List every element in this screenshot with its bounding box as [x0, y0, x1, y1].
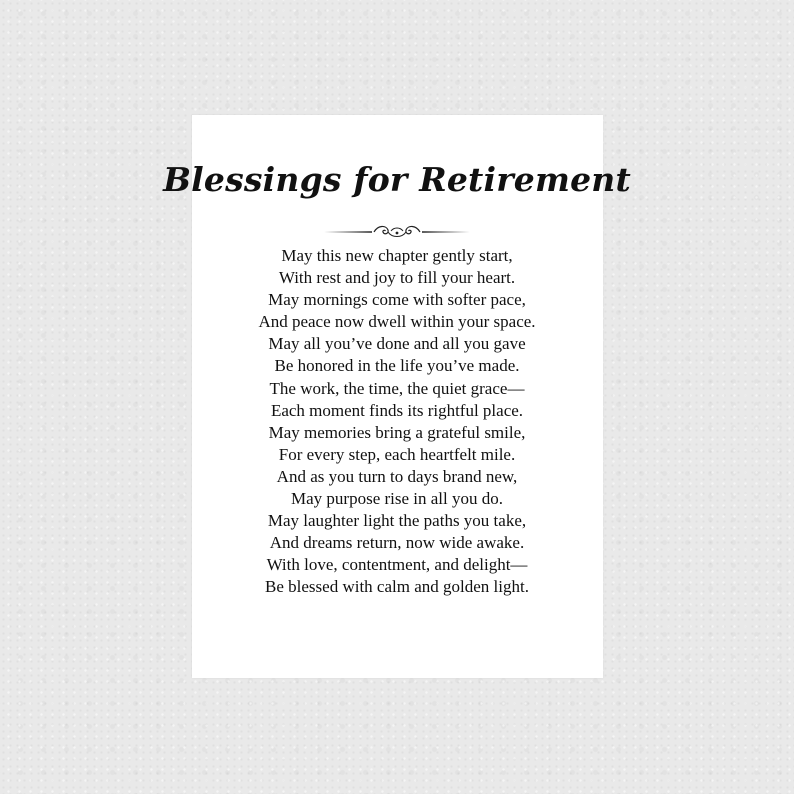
- poem-line: With love, contentment, and delight—: [266, 555, 528, 575]
- poem-line: May laughter light the paths you take,: [267, 511, 527, 531]
- poem-line: May memories bring a grateful smile,: [268, 422, 526, 442]
- scroll-flourish-icon: [322, 222, 472, 242]
- poem-line: Be honored in the life you’ve made.: [274, 356, 520, 376]
- poem-line: For every step, each heartfelt mile.: [278, 444, 516, 464]
- poem-body: [0, 245, 794, 599]
- poem-line: Each moment finds its rightful place.: [270, 400, 524, 420]
- poem-line: May all you’ve done and all you gave: [268, 334, 526, 354]
- poem-line: May purpose rise in all you do.: [291, 489, 503, 509]
- poem-line: And dreams return, now wide awake.: [269, 533, 525, 553]
- poem-line: May mornings come with softer pace,: [268, 290, 526, 310]
- poem-line: And peace now dwell within your space.: [258, 312, 536, 332]
- poem-line: The work, the time, the quiet grace—: [269, 378, 525, 398]
- poem-line: And as you turn to days brand new,: [276, 466, 518, 486]
- poem-line: With rest and joy to fill your heart.: [278, 268, 516, 288]
- poem-line: Be blessed with calm and golden light.: [265, 577, 529, 597]
- poem-line: May this new chapter gently start,: [281, 246, 513, 265]
- poem-title: Blessings for Retirement: [163, 160, 631, 199]
